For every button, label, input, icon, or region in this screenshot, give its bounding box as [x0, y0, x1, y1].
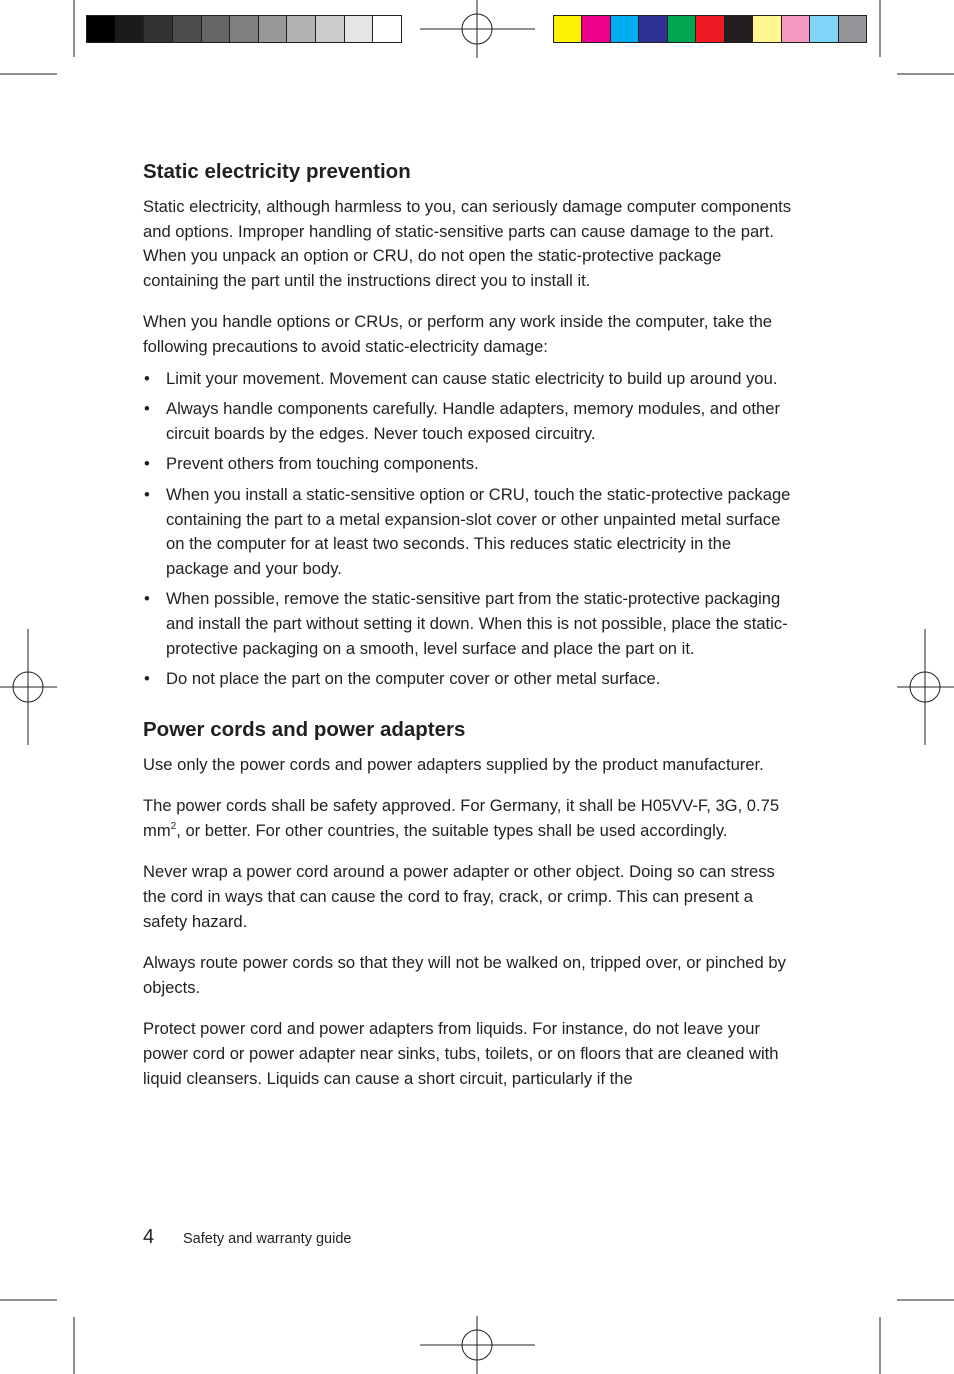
registration-mark-left — [0, 629, 57, 745]
bullet-icon: • — [144, 484, 150, 504]
gray-swatch — [230, 16, 259, 42]
color-swatch — [782, 16, 810, 42]
superscript-squared: 2 — [170, 820, 177, 832]
list-item — [143, 667, 793, 692]
power-supplied-paragraph: Use only the power cords and power adapters supplied by the product manufacturer. — [143, 754, 764, 774]
list-item — [143, 397, 793, 446]
list-item-text: When possible, remove the static-sensitive part from the static-protective packaging and install the part without setting it down. When this is not possible, place the static-protective packaging on a smooth, level surface and place the part on it. — [166, 589, 788, 658]
power-liquids-paragraph: Protect power cord and power adapters from liquids. For instance, do not leave your power cord or power adapter near sinks, tubs, toilets, or on floors that are cleaned with liquid cleansers. Liquids can cause a short circuit, particularly if the — [143, 1019, 779, 1088]
gray-swatch — [144, 16, 173, 42]
list-item — [143, 452, 793, 477]
grayscale-color-bar — [86, 15, 402, 43]
registration-mark-right — [897, 629, 954, 745]
list-item — [143, 483, 793, 581]
gray-swatch — [373, 16, 401, 42]
registration-mark-bottom — [420, 1316, 535, 1374]
list-item-text: When you install a static-sensitive option or CRU, touch the static-protective package containing the part to a metal expansion-slot cover or other unpainted metal surface on the computer for at least two seconds. This reduces static electricity in the package and your body. — [166, 484, 791, 578]
bullet-icon: • — [144, 454, 150, 474]
color-swatch — [810, 16, 838, 42]
gray-swatch — [345, 16, 374, 42]
gray-swatch — [259, 16, 288, 42]
list-item — [143, 367, 793, 392]
power-approval-paragraph — [143, 794, 793, 843]
crop-mark-top-left — [0, 0, 74, 74]
bullet-icon: • — [144, 669, 150, 689]
color-swatch — [839, 16, 866, 42]
static-precautions-list — [143, 367, 793, 692]
list-item — [143, 587, 793, 661]
list-item-text: Limit your movement. Movement can cause static electricity to build up around you. — [166, 368, 778, 388]
gray-swatch — [87, 16, 116, 42]
list-item-text: Always handle components carefully. Handle adapters, memory modules, and other circuit boards by the edges. Never touch exposed circuitry. — [166, 399, 780, 443]
bullet-icon: • — [144, 399, 150, 419]
power-approval-text-b: , or better. For other countries, the suitable types shall be used accordingly. — [176, 820, 728, 840]
power-route-paragraph: Always route power cords so that they will not be walked on, tripped over, or pinched by objects. — [143, 953, 786, 997]
crop-mark-top-right — [880, 0, 954, 74]
static-precautions-paragraph: When you handle options or CRUs, or perform any work inside the computer, take the following precautions to avoid static-electricity damage: — [143, 312, 773, 356]
process-color-bar — [553, 15, 867, 43]
bullet-icon: • — [144, 368, 150, 388]
power-wrap-paragraph: Never wrap a power cord around a power adapter or other object. Doing so can stress the cord in ways that can cause the cord to fray, crack, or crimp. This can present a safety hazard. — [143, 862, 775, 931]
registration-mark-top — [420, 0, 535, 58]
color-swatch — [611, 16, 639, 42]
list-item-text: Do not place the part on the computer cover or other metal surface. — [166, 669, 661, 689]
color-swatch — [725, 16, 753, 42]
section-heading-power-cords: Power cords and power adapters — [143, 717, 466, 741]
footer-title: Safety and warranty guide — [183, 1231, 352, 1247]
color-swatch — [554, 16, 582, 42]
page-number: 4 — [143, 1226, 155, 1248]
page-footer — [143, 1226, 351, 1249]
color-swatch — [696, 16, 724, 42]
gray-swatch — [202, 16, 231, 42]
color-swatch — [668, 16, 696, 42]
page-content — [143, 158, 793, 1108]
color-swatch — [582, 16, 610, 42]
gray-swatch — [173, 16, 202, 42]
list-item-text: Prevent others from touching components. — [166, 454, 479, 474]
gray-swatch — [287, 16, 316, 42]
crop-mark-bottom-right — [880, 1300, 954, 1374]
static-intro-paragraph: Static electricity, although harmless to you, can seriously damage computer components and options. Improper handling of static-sensitive parts can cause damage to the part. When you unpack an option or CRU, do not open the static-protective package containing the part until the instructions direct you to install it. — [143, 197, 792, 290]
crop-mark-bottom-left — [0, 1300, 74, 1374]
gray-swatch — [116, 16, 145, 42]
bullet-icon: • — [144, 589, 150, 609]
color-swatch — [753, 16, 781, 42]
color-swatch — [639, 16, 667, 42]
gray-swatch — [316, 16, 345, 42]
power-approval-text-a: The power cords shall be safety approved. For Germany, it shall be H05VV-F, 3G, 0.75 mm — [143, 796, 780, 840]
section-heading-static-electricity: Static electricity prevention — [143, 160, 411, 183]
